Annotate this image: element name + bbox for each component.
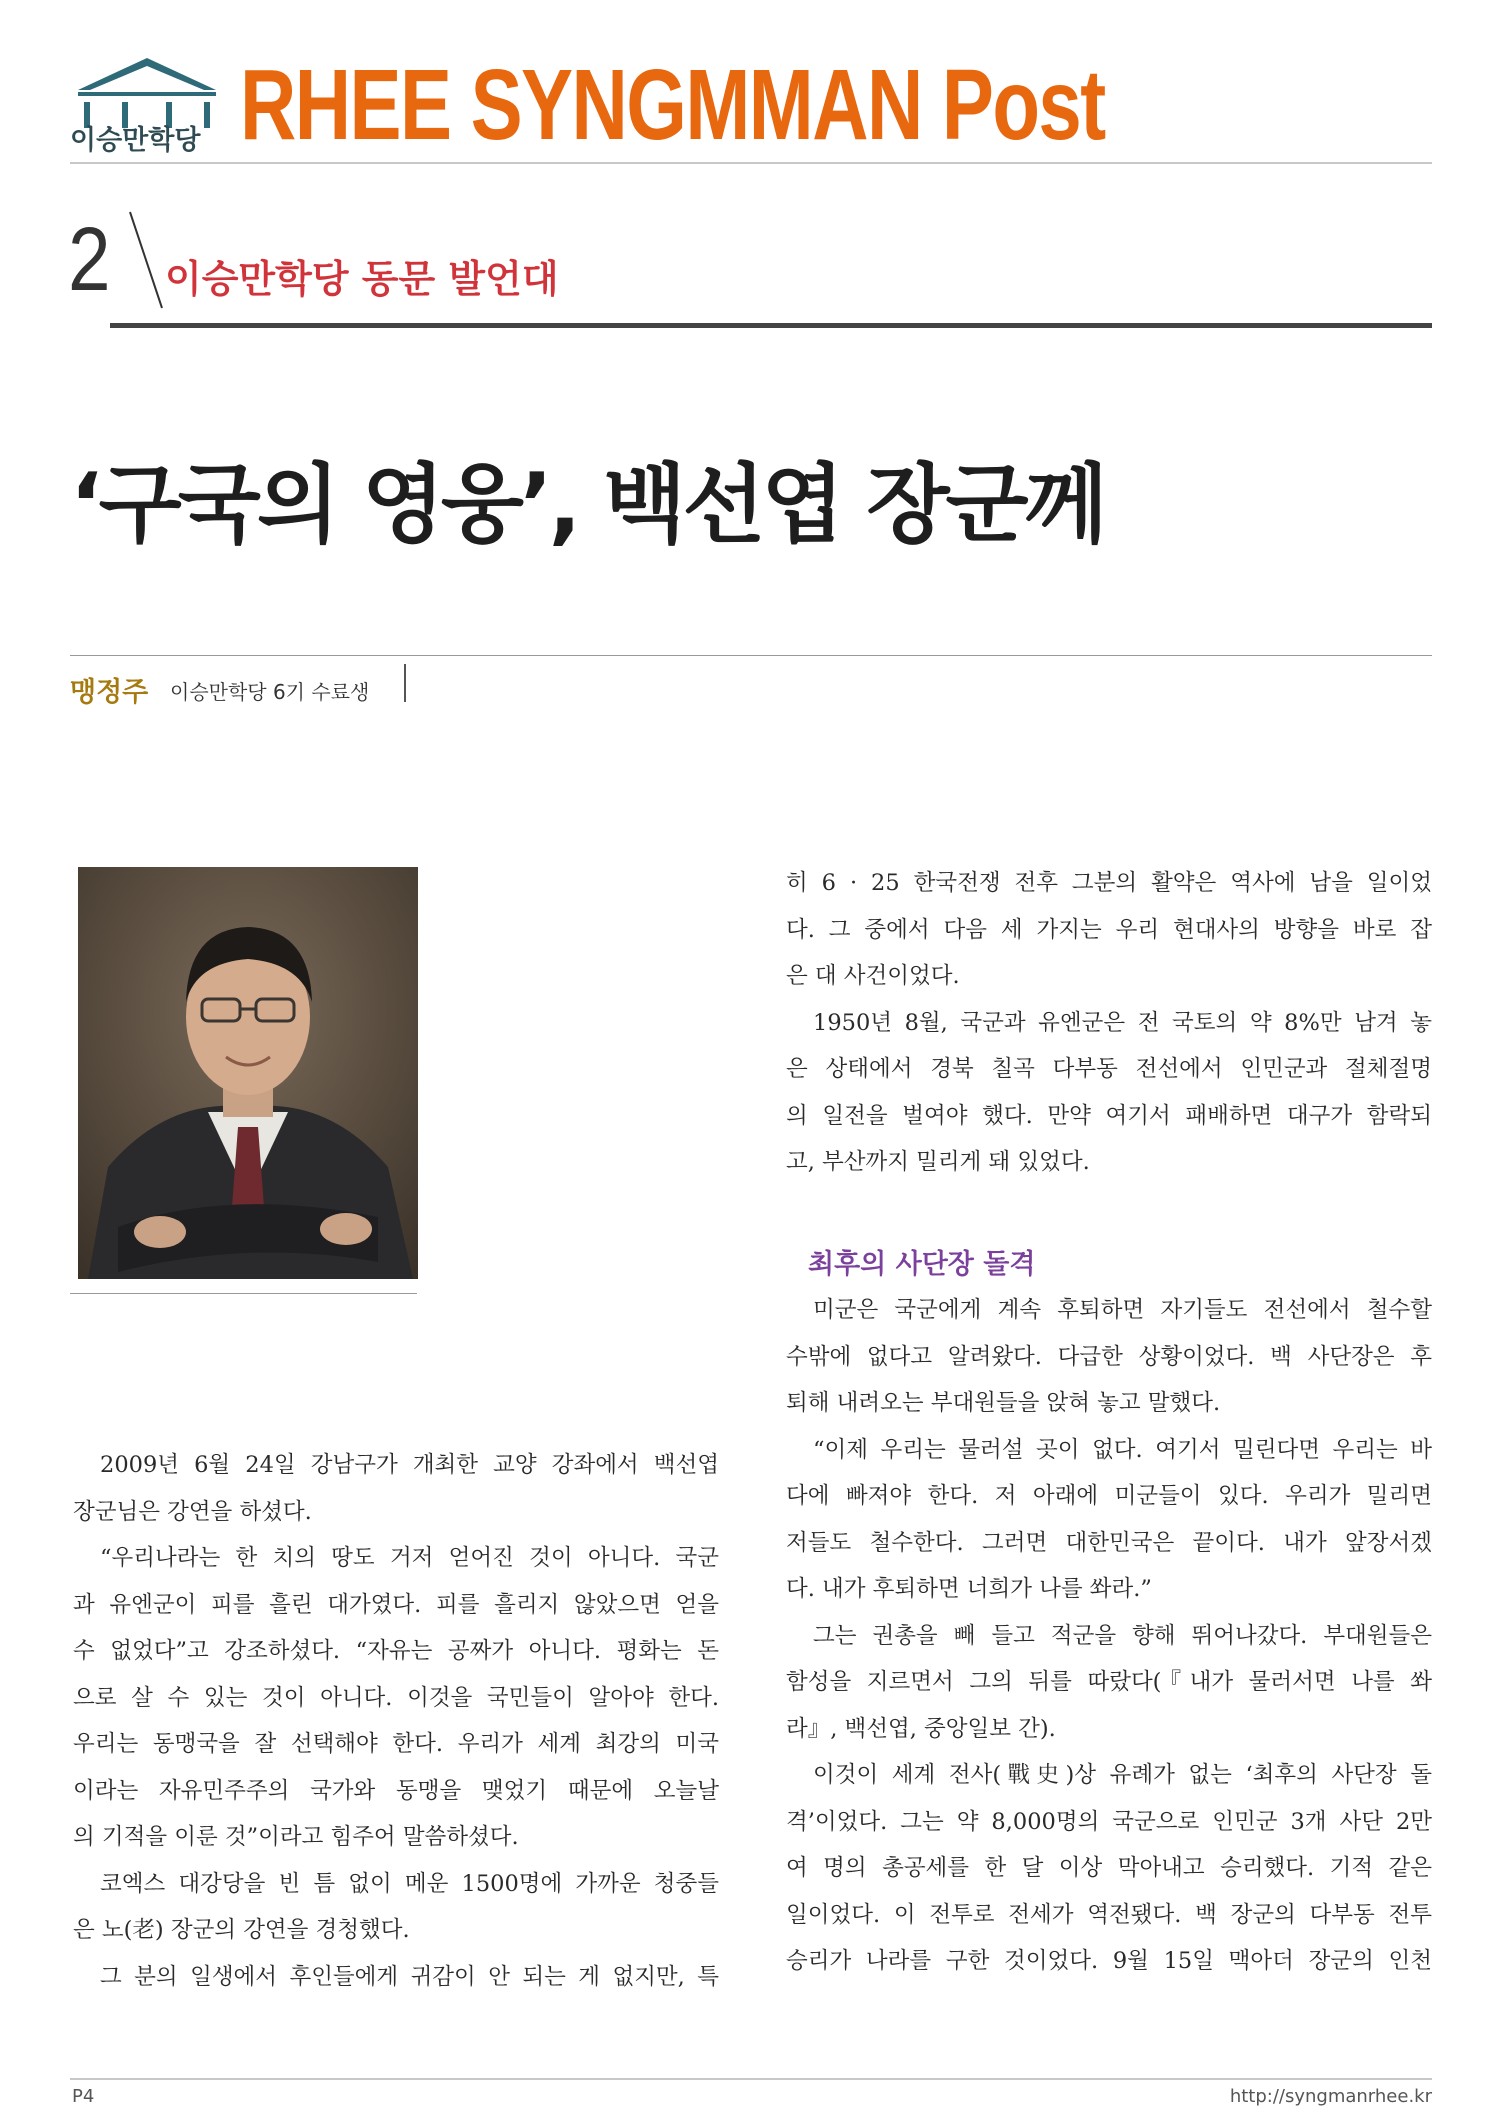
article-body-right-column (786, 860, 1432, 1186)
body-line: 수 없었다”고 강조하셨다. “자유는 공짜가 아니다. 평화는 돈 (73, 1638, 719, 1664)
body-line: 미군은 국군에게 계속 후퇴하면 자기들도 전선에서 철수할 (813, 1297, 1432, 1323)
page-number: P4 (72, 2086, 95, 2107)
body-line: 은 대 사건이었다. (786, 963, 960, 989)
body-line: 이것이 세계 전사(戰史)상 유례가 없는 ‘최후의 사단장 돌 (813, 1762, 1432, 1788)
body-line: 격’이었다. 그는 약 8,000명의 국군으로 인민군 3개 사단 2만 (786, 1808, 1432, 1835)
body-line: 은 노(老) 장군의 강연을 경청했다. (73, 1917, 410, 1943)
footer-url[interactable]: http://syngmanrhee.kr (1229, 2086, 1432, 2107)
body-line: “우리나라는 한 치의 땅도 거저 얻어진 것이 아니다. 국군 (100, 1545, 719, 1571)
body-line: 코엑스 대강당을 빈 틈 없이 메운 1500명에 가까운 청중들 (100, 1870, 719, 1897)
logo-text: 이승만학당 (70, 125, 201, 156)
section-number: 2 (68, 210, 111, 310)
masthead-divider (70, 162, 1432, 164)
byline-vertical-bar (404, 664, 406, 702)
body-line: 과 유엔군이 피를 흘린 대가였다. 피를 흘리지 않았으면 얻을 (73, 1591, 719, 1618)
body-line: “이제 우리는 물러설 곳이 없다. 여기서 밀린다면 우리는 바 (813, 1436, 1432, 1463)
body-line: 으로 살 수 있는 것이 아니다. 이것을 국민들이 알아야 한다. (73, 1684, 719, 1711)
masthead-title: RHEE SYNGMMAN Post (240, 49, 1105, 161)
author-description: 이승만학당 6기 수료생 (170, 680, 370, 704)
body-line: 의 일전을 벌여야 했다. 만약 여기서 패배하면 대구가 함락되 (786, 1102, 1432, 1129)
footer-divider (70, 2078, 1432, 2080)
body-line: 저들도 철수한다. 그러면 대한민국은 끝이다. 내가 앞장서겠 (786, 1529, 1432, 1556)
author-name: 맹정주 (70, 677, 149, 708)
body-line: 장군님은 강연을 하셨다. (73, 1498, 312, 1525)
body-line: 이라는 자유민주주의 국가와 동맹을 맺었기 때문에 오늘날 (73, 1777, 719, 1804)
body-line: 여 명의 총공세를 한 달 이상 막아내고 승리했다. 기적 같은 (786, 1855, 1432, 1881)
byline-divider (70, 655, 1432, 656)
body-line: 함성을 지르면서 그의 뒤를 따랐다(『내가 물러서면 나를 쏴 (786, 1669, 1432, 1695)
body-line: 라』, 백선엽, 중앙일보 간). (786, 1715, 1056, 1742)
article-body-left-column (73, 1442, 719, 2000)
body-line: 다에 빠져야 한다. 저 아래에 미군들이 있다. 우리가 밀리면 (786, 1483, 1432, 1509)
author-portrait-photo (78, 867, 418, 1279)
body-line: 다. 그 중에서 다음 세 가지는 우리 현대사의 방향을 바로 잡 (786, 916, 1432, 943)
body-line: 다. 내가 후퇴하면 너희가 나를 쏴라.” (786, 1576, 1152, 1602)
body-line: 1950년 8월, 국군과 유엔군은 전 국토의 약 8%만 남겨 놓 (813, 1009, 1432, 1036)
photo-caption-divider (70, 1293, 417, 1294)
body-line: 그는 권총을 빼 들고 적군을 향해 뛰어나갔다. 부대원들은 (813, 1622, 1432, 1649)
section-divider (110, 323, 1432, 328)
section-label: 이승만학당 동문 발언대 (165, 257, 559, 301)
body-line: 퇴해 내려오는 부대원들을 앉혀 놓고 말했다. (786, 1390, 1221, 1416)
article-subheading: 최후의 사단장 돌격 (808, 1249, 1036, 1280)
body-line: 승리가 나라를 구한 것이었다. 9월 15일 맥아더 장군의 인천 (786, 1948, 1432, 1974)
article-body-right-column-continued (786, 1287, 1432, 1985)
body-line: 2009년 6월 24일 강남구가 개최한 교양 강좌에서 백선엽 (100, 1452, 719, 1478)
body-line: 수밖에 없다고 알려왔다. 다급한 상황이었다. 백 사단장은 후 (786, 1343, 1432, 1370)
body-line: 그 분의 일생에서 후인들에게 귀감이 안 되는 게 없지만, 특 (100, 1963, 719, 1990)
body-line: 일이었다. 이 전투로 전세가 역전됐다. 백 장군의 다부동 전투 (786, 1901, 1432, 1928)
body-line: 의 기적을 이룬 것”이라고 힘주어 말씀하셨다. (73, 1824, 519, 1850)
article-headline: ‘구국의 영웅’, 백선엽 장군께 (70, 455, 1104, 555)
body-line: 고, 부산까지 밀리게 돼 있었다. (786, 1149, 1090, 1175)
body-line: 히 6 · 25 한국전쟁 전후 그분의 활약은 역사에 남을 일이었 (786, 870, 1432, 896)
body-line: 은 상태에서 경북 칠곡 다부동 전선에서 인민군과 절체절명 (786, 1056, 1432, 1082)
body-line: 우리는 동맹국을 잘 선택해야 한다. 우리가 세계 최강의 미국 (73, 1731, 719, 1757)
